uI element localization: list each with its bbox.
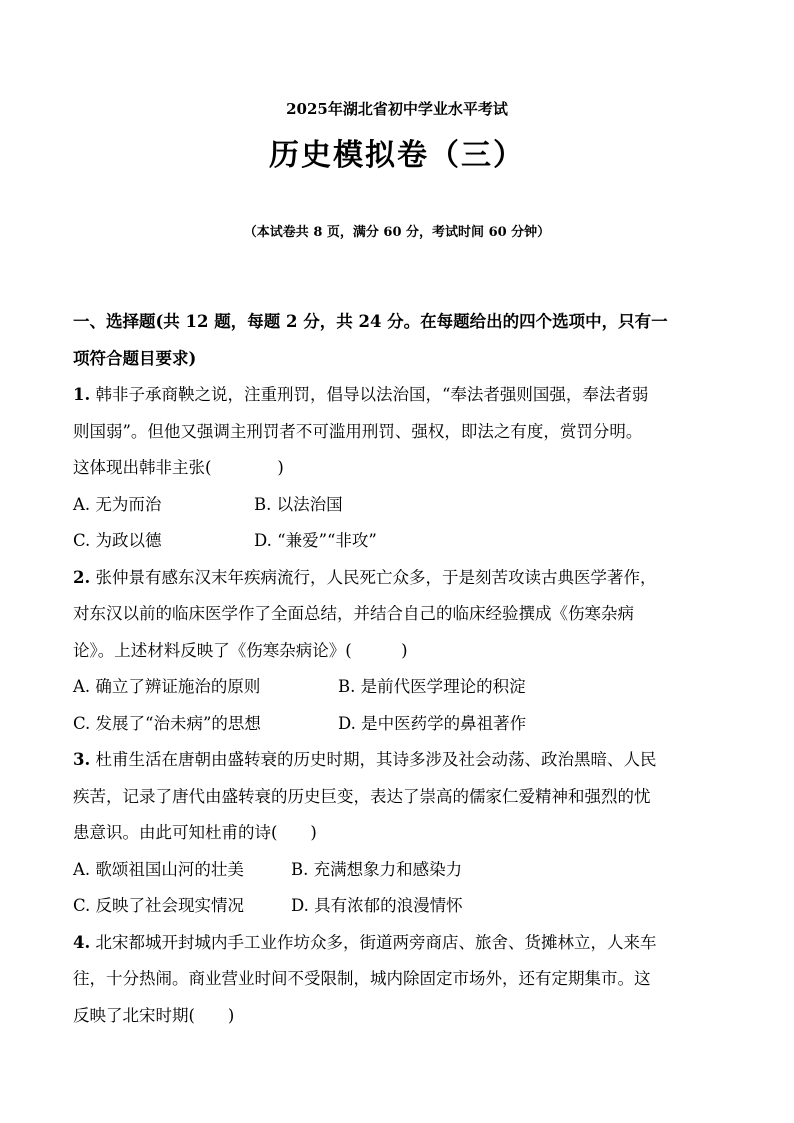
question-4 — [73, 925, 725, 1035]
section-heading-line-1: 一、选择题(共 12 题，每题 2 分，共 24 分。在每题给出的四个选项中，只有一 — [73, 312, 668, 331]
question-number: 4. — [73, 932, 91, 952]
option-c[interactable]: C. 反映了社会现实情况 — [73, 896, 245, 915]
question-line: 反映了北宋时期( ) — [73, 1005, 235, 1025]
option-row — [73, 669, 725, 706]
section-heading-line-2: 项符合题目要求) — [73, 348, 197, 368]
question-text: 杜甫生活在唐朝由盛转衰的历史时期，其诗多涉及社会动荡、政治黑暗、人民 — [95, 750, 657, 769]
question-line: 患意识。由此可知杜甫的诗( ) — [73, 823, 317, 842]
option-row — [73, 523, 725, 560]
question-line: 这体现出韩非主张( ) — [73, 458, 284, 477]
option-a[interactable]: A. 确立了辨证施治的原则 — [73, 677, 261, 696]
option-d[interactable]: D. “兼爱”“非攻” — [254, 531, 377, 550]
question-text: 韩非子承商鞅之说，注重刑罚，倡导以法治国，“奉法者强则国强，奉法者弱 — [95, 385, 649, 404]
question-number: 1. — [73, 385, 91, 404]
option-row — [73, 487, 725, 524]
question-2 — [73, 560, 725, 743]
question-3 — [73, 742, 725, 925]
option-a[interactable]: A. 歌颂祖国山河的壮美 — [73, 859, 244, 879]
question-text: 北宋都城开封城内手工业作坊众多，街道两旁商店、旅舍、货摊林立，人来车 — [95, 932, 657, 952]
option-b[interactable]: B. 充满想象力和感染力 — [291, 859, 463, 879]
option-row — [73, 888, 725, 925]
option-c[interactable]: C. 发展了“治未病”的思想 — [73, 713, 261, 733]
option-c[interactable]: C. 为政以德 — [73, 531, 162, 550]
question-line: 往，十分热闹。商业营业时间不受限制，城内除固定市场外，还有定期集市。这 — [73, 969, 651, 988]
option-b[interactable]: B. 是前代医学理论的积淀 — [338, 677, 526, 696]
question-line — [73, 377, 725, 414]
question-line: 论》。上述材料反映了《伤寒杂病论》( ) — [73, 640, 408, 660]
question-1 — [73, 377, 725, 560]
question-line — [73, 560, 725, 597]
question-line: 疾苦，记录了唐代由盛转衰的历史巨变，表达了崇高的儒家仁爱精神和强烈的忧 — [73, 786, 651, 806]
question-number: 2. — [73, 567, 91, 587]
exam-title: 历史模拟卷（三） — [269, 138, 525, 173]
question-line: 对东汉以前的临床医学作了全面总结，并结合自己的临床经验撰成《伤寒杂病 — [73, 604, 634, 623]
exam-subtitle: 2025年湖北省初中学业水平考试 — [286, 100, 508, 118]
option-a[interactable]: A. 无为而治 — [73, 494, 162, 514]
question-line — [73, 742, 725, 779]
question-number: 3. — [73, 750, 91, 769]
exam-note: （本试卷共 8 页，满分 60 分，考试时间 60 分钟） — [243, 225, 551, 240]
option-b[interactable]: B. 以法治国 — [254, 494, 343, 514]
question-line: 则国弱”。但他又强调主刑罚者不可滥用刑罚、强权，即法之有度，赏罚分明。 — [73, 421, 643, 441]
question-line — [73, 925, 725, 962]
option-row — [73, 852, 725, 889]
exam-body — [73, 304, 725, 1034]
option-d[interactable]: D. 具有浓郁的浪漫情怀 — [291, 896, 463, 915]
option-row — [73, 706, 725, 743]
option-d[interactable]: D. 是中医药学的鼻祖著作 — [338, 713, 527, 733]
question-text: 张仲景有感东汉末年疾病流行，人民死亡众多，于是刻苦攻读古典医学著作， — [95, 567, 657, 587]
